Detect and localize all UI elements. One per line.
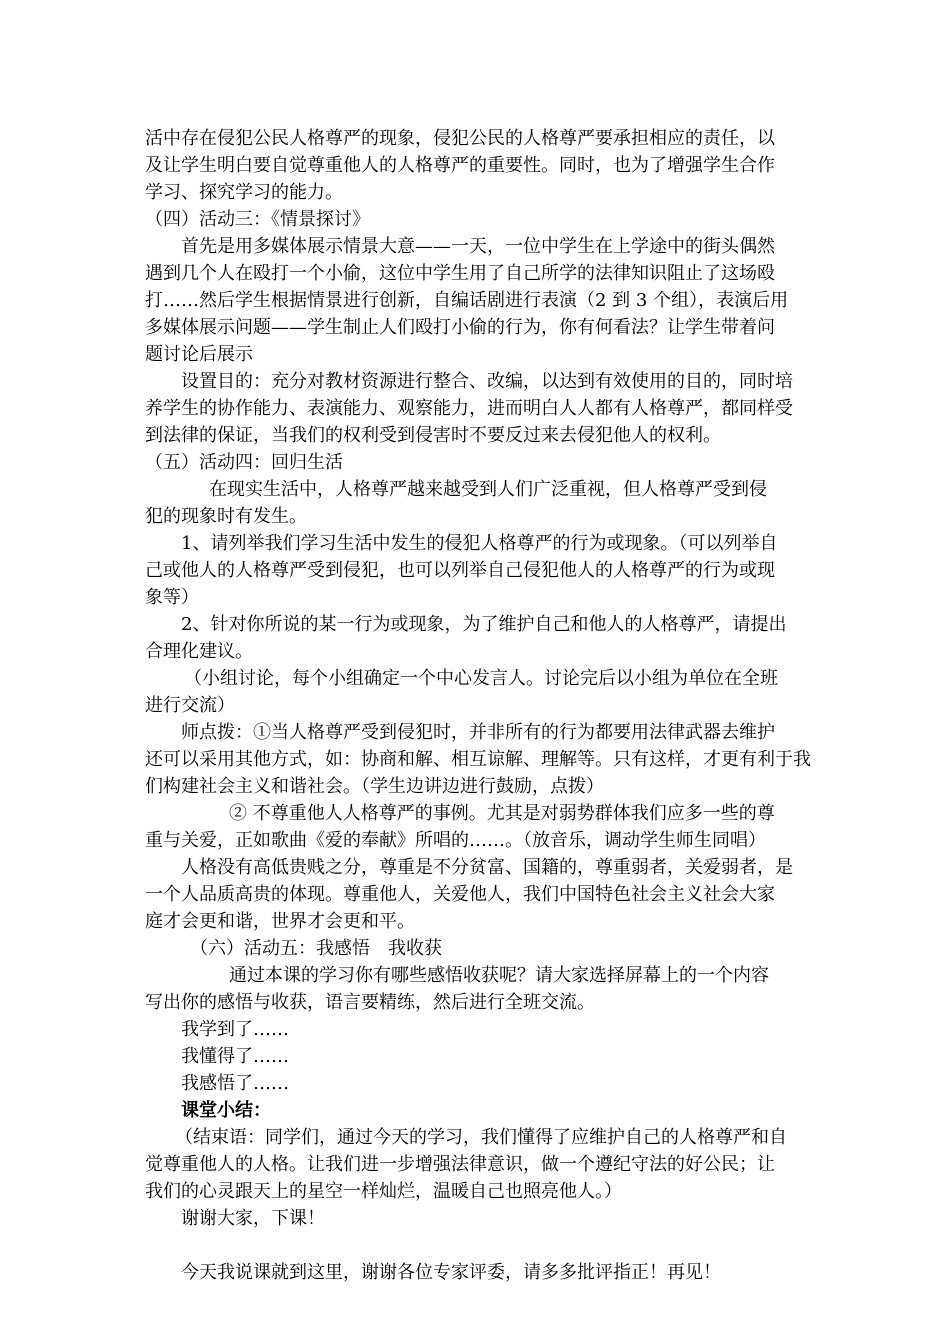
body-text-line: 遇到几个人在殴打一个小偷，这位中学生用了自己所学的法律知识阻止了这场殴: [145, 263, 775, 284]
body-text-line: 设置目的：充分对教材资源进行整合、改编，以达到有效使用的目的，同时培: [181, 371, 793, 392]
body-text-line: 进行交流）: [145, 695, 235, 716]
prompt-line: 我学到了……: [181, 1019, 289, 1040]
body-text-line: （结束语：同学们，通过今天的学习，我们懂得了应维护自己的人格尊严和自: [175, 1127, 787, 1148]
body-text-line: 在现实生活中，人格尊严越来越受到人们广泛重视，但人格尊严受到侵: [209, 479, 767, 500]
section-heading-activity-5: （六）活动五：我感悟 我收获: [190, 938, 442, 959]
body-text-line: 多媒体展示问题——学生制止人们殴打小偷的行为，你有何看法？让学生带着问: [145, 317, 775, 338]
body-text-line: 犯的现象时有发生。: [145, 506, 307, 527]
body-text-line: 还可以采用其他方式，如：协商和解、相互谅解、理解等。只有这样，才更有利于我: [145, 749, 811, 770]
body-text-line: 通过本课的学习你有哪些感悟收获呢？请大家选择屏幕上的一个内容: [229, 965, 769, 986]
body-text-line: 学习、探究学习的能力。: [145, 182, 343, 203]
body-text-line: 重与关爱，正如歌曲《爱的奉献》所唱的……。（放音乐，调动学生师生同唱）: [145, 830, 766, 851]
list-item-2: 2、针对你所说的某一行为或现象，为了维护自己和他人的人格尊严，请提出: [181, 614, 787, 635]
body-text-line: 活中存在侵犯公民人格尊严的现象，侵犯公民的人格尊严要承担相应的责任，以: [145, 128, 775, 149]
body-text-line: 一个人品质高贵的体现。尊重他人，关爱他人，我们中国特色社会主义社会大家: [145, 884, 775, 905]
body-text-line: 我们的心灵跟天上的星空一样灿烂，温暖自己也照亮他人。）: [145, 1181, 622, 1202]
body-text-line: （小组讨论，每个小组确定一个中心发言人。讨论完后以小组为单位在全班: [184, 668, 778, 689]
body-text-line: 养学生的协作能力、表演能力、观察能力，进而明白人人都有人格尊严，都同样受: [145, 398, 793, 419]
document-page: [145, 125, 813, 1286]
body-text-line: 觉尊重他人的人格。让我们进一步增强法律意识，做一个遵纪守法的好公民；让: [145, 1154, 775, 1175]
closing-line: 谢谢大家，下课！: [181, 1208, 325, 1229]
body-text-line: 己或他人的人格尊严受到侵犯，也可以列举自己侵犯他人的人格尊严的行为或现: [145, 560, 775, 581]
body-text-line: 写出你的感悟与收获，语言要精练，然后进行全班交流。: [145, 992, 595, 1013]
section-heading-activity-3: （四）活动三：《情景探讨》: [145, 209, 370, 230]
body-text-line: 师点拨：①当人格尊严受到侵犯时，并非所有的行为都要用法律武器去维护: [181, 722, 775, 743]
body-text-line: 到法律的保证，当我们的权利受到侵害时不要反过来去侵犯他人的权利。: [145, 425, 721, 446]
list-item-1: 1、请列举我们学习生活中发生的侵犯人格尊严的行为或现象。（可以列举自: [181, 533, 778, 554]
paragraph-gap: [145, 1232, 813, 1259]
body-text-line: 及让学生明白要自觉尊重他人的人格尊严的重要性。同时，也为了增强学生合作: [145, 155, 775, 176]
prompt-line: 我感悟了……: [181, 1073, 289, 1094]
body-text-line: 题讨论后展示: [145, 344, 253, 365]
body-text-line: 人格没有高低贵贱之分，尊重是不分贫富、国籍的，尊重弱者，关爱弱者，是: [181, 857, 793, 878]
body-text-line: 打……然后学生根据情景进行创新，自编话剧进行表演（2 到 3 个组），表演后用: [145, 290, 789, 311]
body-text-line: ② 不尊重他人人格尊严的事例。尤其是对弱势群体我们应多一些的尊: [229, 803, 775, 824]
final-remark: 今天我说课就到这里，谢谢各位专家评委，请多多批评指正！再见！: [181, 1262, 721, 1283]
body-text-line: 庭才会更和谐，世界才会更和平。: [145, 911, 415, 932]
body-text-line: 首先是用多媒体展示情景大意——一天，一位中学生在上学途中的街头偶然: [181, 236, 775, 257]
body-text-line: 们构建社会主义和谐社会。（学生边讲边进行鼓励，点拨）: [145, 776, 604, 797]
body-text-line: 合理化建议。: [145, 641, 253, 662]
section-heading-activity-4: （五）活动四：回归生活: [145, 452, 343, 473]
prompt-line: 我懂得了……: [181, 1046, 289, 1067]
summary-heading: 课堂小结：: [181, 1100, 271, 1121]
body-text-line: 象等）: [145, 587, 199, 608]
